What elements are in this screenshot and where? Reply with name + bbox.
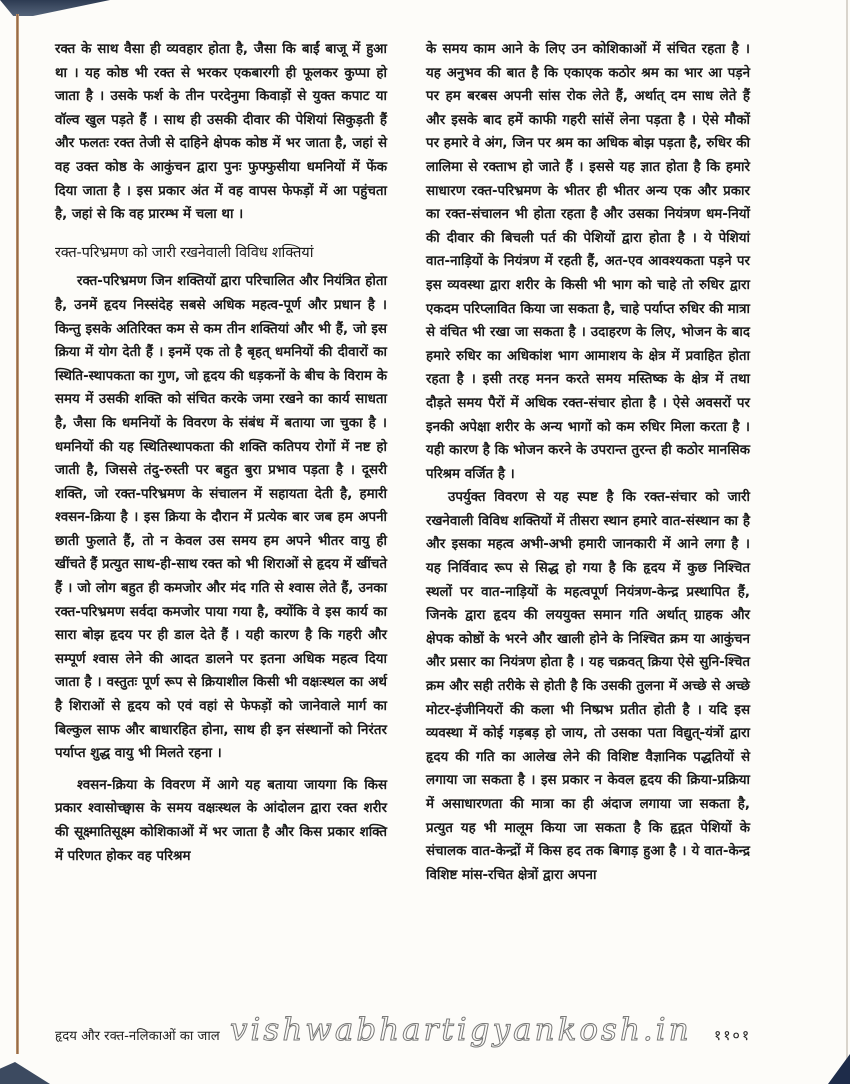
page-binding-edge: [16, 14, 19, 1054]
running-footer-title: हृदय और रक्त-नलिकाओं का जाल: [55, 1029, 220, 1044]
left-paragraph-1: रक्त के साथ वैसा ही व्यवहार होता है, जैसा कि बाईं बाजू में हुआ था । यह कोष्ठ भी रक्त से भरकर एकबारगी ही फूलकर कुप्पा हो जाता है । उसके फर्श के तीन परदेनुमा किवाड़ों से युक्त कपाट या वॉल्व खुल पड़ते हैं । साथ ही उसकी दीवार की पेशियां सिकुड़ती हैं और फलतः रक्त तेजी से दाहिने क्षेपक कोष्ठ में भर जाता है, जहां से वह उक्त कोष्ठ के आकुंचन द्वारा पुनः फुफ्फुसीया धमनियों में फेंक दिया जाता है । इस प्रकार अंत में वह वापस फेफड़ों में आ पहुंचता है, जहां से कि वह प्रारम्भ में चला था ।: [55, 42, 387, 223]
right-column: [426, 38, 750, 887]
right-paragraph-1: के समय काम आने के लिए उन कोशिकाओं में संचित रहता है । यह अनुभव की बात है कि एकाएक कठोर श्रम का भार आ पड़ने पर हम बरबस अपनी सांस रोक लेते हैं, अर्थात् दम साध लेते हैं और इसके बाद हमें काफी गहरी सांसें लेना पड़ता है । ऐसे मौकों पर हमारे वे अंग, जिन पर श्रम का अधिक बोझ पड़ता है, रुधिर की लालिमा से रक्ताभ हो जाते हैं । इससे यह ज्ञात होता है कि हमारे साधारण रक्त-परिभ्रमण के भीतर ही भीतर अन्य एक और प्रकार का रक्त-संचालन भी होता रहता है और उसका नियंत्रण धम-नियों की दीवार की बिचली पर्त की पेशियों द्वारा होता है । ये पेशियां वात-नाड़ियों के नियंत्रण में रहती हैं, अत-एव आवश्यकता पड़ने पर इस व्यवस्था द्वारा शरीर के किसी भी भाग को चाहे तो रुधिर द्वारा एकदम परिप्लावित किया जा सकता है, चाहे पर्याप्त रुधिर की मात्रा से वंचित भी रखा जा सकता है । उदाहरण के लिए, भोजन के बाद हमारे रुधिर का अधिकांश भाग आमाशय के क्षेत्र में प्रवाहित होता रहता है । इसी तरह मनन करते समय मस्तिष्क के क्षेत्र में तथा दौड़ते समय पैरों में अधिक रक्त-संचार होता है । ऐसे अवसरों पर इनकी अपेक्षा शरीर के अन्य भागों को कम रुधिर मिला करता है । यही कारण है कि भोजन करने के उपरान्त तुरन्त ही कठोर मानसिक परिश्रम वर्जित है ।: [426, 42, 750, 482]
page-right-edge: [846, 0, 848, 1084]
section-heading: रक्त-परिभ्रमण को जारी रखनेवाली विविध शक्तियां: [55, 243, 314, 261]
book-cover-corner-bottom-right: [828, 1054, 850, 1084]
right-paragraph-2: उपर्युक्त विवरण से यह स्पष्ट है कि रक्त-संचार को जारी रखनेवाली विविध शक्तियों में तीसरा स्थान हमारे वात-संस्थान का है और इसका महत्व अभी-अभी हमारी जानकारी में आने लगा है । यह निर्विवाद रूप से सिद्ध हो गया है कि हृदय में कुछ निश्चित स्थलों पर वात-नाड़ियों के महत्वपूर्ण नियंत्रण-केन्द्र प्रस्थापित हैं, जिनके द्वारा हृदय की लययुक्त समान गति अर्थात् ग्राहक और क्षेपक कोष्ठों के भरने और खाली होने के निश्चित क्रम या आकुंचन और प्रसार का नियंत्रण होता है । यह चक्रवत् क्रिया ऐसे सुनि-श्चित क्रम और सही तरीके से होती है कि उसकी तुलना में अच्छे से अच्छे मोटर-इंजीनियरों की कला भी निष्प्रभ प्रतीत होती है । यदि इस व्यवस्था में कोई गड़बड़ हो जाय, तो उसका पता विद्युत्-यंत्रों द्वारा हृदय की गति का आलेख लेने की विशिष्ट वैज्ञानिक पद्धतियों से लगाया जा सकता है । इस प्रकार न केवल हृदय की क्रिया-प्रक्रिया में असाधारणता की मात्रा का ही अंदाज लगाया जा सकता है, प्रत्युत यह भी मालूम किया जा सकता है कि हृद्गत पेशियों के संचालक वात-केन्द्रों में किस हद तक बिगाड़ हुआ है । ये वात-केन्द्र विशिष्ट मांस-रचित क्षेत्रों द्वारा अपना: [426, 490, 750, 883]
left-paragraph-3: श्वसन-क्रिया के विवरण में आगे यह बताया जायगा कि किस प्रकार श्वासोच्छ्वास के समय वक्षःस्थल के आंदोलन द्वारा रक्त शरीर की सूक्ष्मातिसूक्ष्म कोशिकाओं में भर जाता है और किस प्रकार शक्ति में परिणत होकर वह परिश्रम: [55, 777, 387, 864]
watermark: vishwabhartigyankosh.in: [230, 1012, 692, 1048]
page-number: ११०१: [714, 1028, 752, 1044]
left-paragraph-2: रक्त-परिभ्रमण जिन शक्तियों द्वारा परिचालित और नियंत्रित होता है, उनमें हृदय निस्संदेह सबसे अधिक महत्व-पूर्ण और प्रधान है । किन्तु इसके अतिरिक्त कम से कम तीन शक्तियां और भी हैं, जो इस क्रिया में योग देती हैं । इनमें एक तो है बृहत् धमनियों की दीवारों का स्थिति-स्थापकता का गुण, जो हृदय की धड़कनों के बीच के विराम के समय में उसकी शक्ति को संचित करके जमा रखने का कार्य साधता है, जैसा कि धमनियों के विवरण के संबंध में बताया जा चुका है । धमनियों की यह स्थितिस्थापकता की शक्ति कतिपय रोगों में नष्ट हो जाती है, जिससे तंदु-रुस्ती पर बहुत बुरा प्रभाव पड़ता है । दूसरी शक्ति, जो रक्त-परिभ्रमण के संचालन में सहायता देती है, हमारी श्वसन-क्रिया है । इस क्रिया के दौरान में प्रत्येक बार जब हम अपनी छाती फुलाते हैं, तो न केवल उस समय हम अपने भीतर वायु ही खींचते हैं प्रत्युत साथ-ही-साथ रक्त को भी शिराओं से हृदय में खींचते हैं । जो लोग बहुत ही कमजोर और मंद गति से श्वास लेते हैं, उनका रक्त-परिभ्रमण सर्वदा कमजोर पाया गया है, क्योंकि वे इस कार्य का सारा बोझ हृदय पर ही डाल देते हैं । यही कारण है कि गहरी और सम्पूर्ण श्वास लेने की आदत डालने पर इतना अधिक महत्व दिया जाता है । वस्तुतः पूर्ण रूप से क्रियाशील किसी भी वक्षःस्थल का अर्थ है शिराओं से हृदय को एवं वहां से फेफड़ों को जानेवाले मार्ग का बिल्कुल साफ और बाधारहित होना, साथ ही इन संस्थानों को निरंतर पर्याप्त शुद्ध वायु भी मिलते रहना ।: [55, 274, 387, 762]
left-column: [55, 38, 387, 868]
book-cover-corner-bottom-left: [0, 1062, 50, 1084]
